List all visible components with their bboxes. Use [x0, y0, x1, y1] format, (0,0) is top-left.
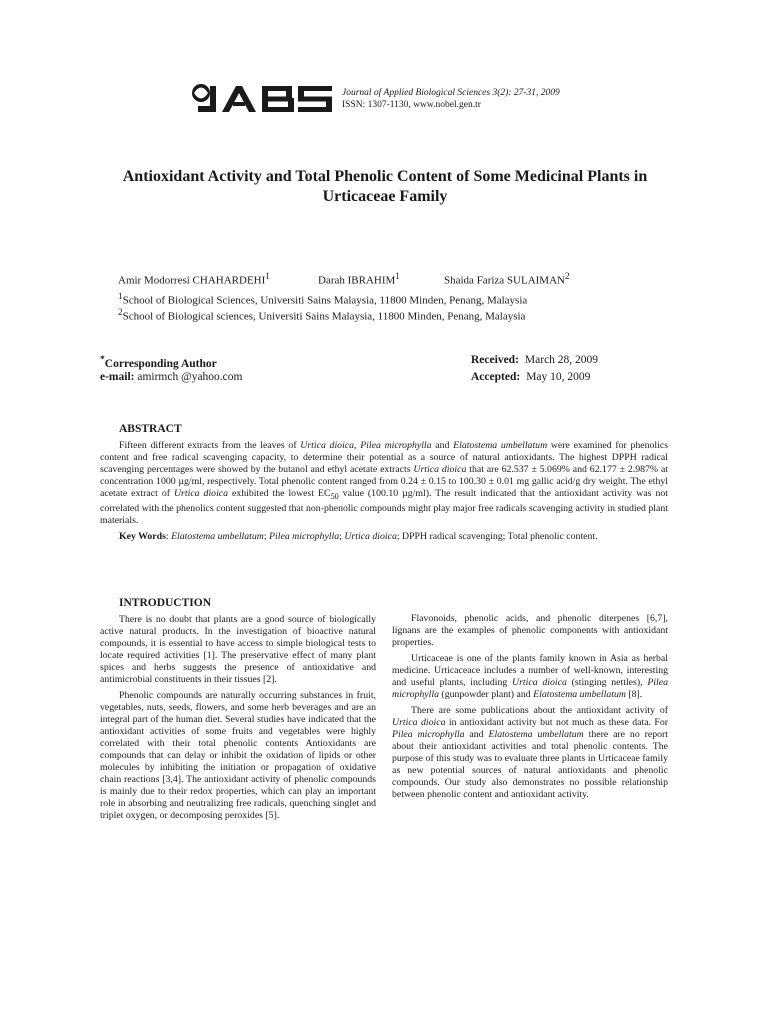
- abstract-text: value (100.10 µg/ml). The result indicated that the antioxidant activity was not correlated with the phenolics content suggested that non-phenolic compounds might play major free radicals scavenging activity in studied plant materials.: [100, 488, 668, 526]
- keywords-rest: ; DPPH radical scavenging; Total phenolic content.: [396, 530, 598, 542]
- affiliation: [118, 291, 527, 307]
- species-name: Urtica dioica: [512, 677, 567, 688]
- keywords: [100, 531, 668, 543]
- species-name: Pilea microphylla: [392, 677, 668, 700]
- abstract-text: that are 62.537 ± 5.069% and 62.177 ± 2.987% at concentration 1000 µg/ml, respectively. Total phenolic content ranged from 0.24 ± 0.15 to 100.30 ± 0.01 mg gallic acid/g dry weight. The ethyl acetate extract of: [100, 464, 669, 499]
- paragraph-text: (stinging nettles),: [566, 677, 648, 688]
- subscript: 50: [330, 491, 339, 501]
- journal-logo: [190, 80, 336, 118]
- affiliation-mark: 1: [118, 291, 123, 301]
- author-name: Amir Modorresi CHAHARDEHI: [118, 274, 266, 287]
- paragraph-text: there are no report about their antioxidant activities and total phenolic contents. The purpose of this study was to evaluate three plants in Urticaceae family as new potential sources of natural antioxidants and phenolic compounds. Our study also demonstrates no possible relationship between phenolic content and antioxidant activity.: [392, 729, 669, 800]
- email-address[interactable]: amirmch @yahoo.com: [137, 371, 243, 383]
- abstract-body: [100, 440, 668, 543]
- species-name: Elatostema umbellatum: [453, 440, 548, 451]
- affiliation-mark: 2: [118, 307, 123, 317]
- journal-citation: Journal of Applied Biological Sciences 3(2): 27-31, 2009: [342, 88, 560, 98]
- accepted-value: May 10, 2009: [526, 371, 591, 383]
- paragraph-text: Urticaceae is one of the plants family known in Asia as herbal medicine. Urticaceace includes a number of well-known, interesting and useful plants, including: [392, 653, 668, 688]
- author-name: Darah IBRAHIM: [318, 274, 396, 287]
- affiliation-text: School of Biological sciences, Universiti Sains Malaysia, 11800 Minden, Penang, Malaysia: [122, 310, 526, 323]
- journal-issn: ISSN: 1307-1130, www.nobel.gen.tr: [342, 100, 481, 110]
- author-affiliation-mark: 1: [265, 271, 270, 281]
- paragraph-text: and: [464, 729, 489, 740]
- species-name: Urtica dioica: [173, 488, 229, 499]
- author-affiliation-mark: 2: [564, 271, 570, 281]
- abstract-text: Fifteen different extracts from the leaves of: [119, 440, 301, 451]
- paper-title: Antioxidant Activity and Total Phenolic Content of Some Medicinal Plants in Urticaceae Family: [122, 168, 648, 205]
- paragraph: Phenolic compounds are naturally occurring substances in fruit, vegetables, nuts, seeds, flowers, and some herb beverages and are an integral part of the human diet. Several studies have indicated that the antioxidant activities of some fruits and vegetables were highly correlated with their total phenolic contents Antioxidants are compounds that can delay or inhibit the oxidation of lipids or other molecules by inhibiting the initiation or propagation of oxidative chain reactions [3,4]. The antioxidant activity of phenolic compounds is mainly due to their redox properties, which can play an important role in absorbing and neutralizing free radicals, quenching singlet and triplet oxygen, or decomposing peroxides [5].: [100, 690, 376, 821]
- body-column-right: [392, 613, 668, 805]
- abstract-text: ,: [354, 440, 361, 451]
- abstract-text: and: [431, 440, 454, 451]
- accepted-label: Accepted:: [471, 371, 521, 383]
- corresponding-mark: *: [100, 354, 105, 365]
- paragraph: Flavonoids, phenolic acids, and phenolic diterpenes [6,7], lignans are the examples of phenolic components with antioxidant properties.: [392, 613, 668, 648]
- paragraph: [392, 705, 668, 801]
- species-name: Urtica dioica: [300, 440, 355, 451]
- species-name: Pilea microphylla: [392, 729, 465, 740]
- affiliation-text: School of Biological Sciences, Universiti Sains Malaysia, 11800 Minden, Penang, Malaysia: [122, 294, 528, 307]
- paragraph-text: There are some publications about the antioxidant activity of: [411, 705, 668, 716]
- received-label: Received:: [471, 354, 519, 366]
- paragraph: [392, 653, 668, 701]
- species-name: Pilea microphylla: [360, 440, 432, 451]
- keyword: Pilea microphylla: [269, 530, 340, 542]
- received-date: [471, 354, 598, 366]
- keywords-separator: :: [165, 530, 172, 542]
- corresponding-text: Corresponding Author: [104, 357, 217, 370]
- accepted-date: [471, 371, 590, 383]
- paragraph: There is no doubt that plants are a good source of biologically active natural products. In the investigation of bioactive natural compounds, it is essential to have access to simple biological tests to locate required activities [1]. The preservative effect of many plant spices and herbs suggests the presence of antioxidative and antimicrobial constituents in their tissues [2].: [100, 614, 376, 685]
- introduction-heading: INTRODUCTION: [119, 597, 212, 609]
- abstract-paragraph: [100, 440, 668, 527]
- author-affiliation-mark: 1: [395, 271, 400, 281]
- paragraph-text: (gunpowder plant) and: [438, 689, 534, 700]
- paragraph-text: in antioxidant activity but not much as these data. For: [445, 717, 668, 728]
- species-name: Urtica dioica: [392, 717, 446, 728]
- keywords-separator: ;: [339, 530, 345, 542]
- abstract-text: were examined for phenolics content and free radical scavenging capacity, to determine their potential as a source of natural antioxidants. The highest DPPH radical scavenging percentages were showed by the butanol and ethyl acetate extracts: [100, 440, 669, 475]
- species-name: Elatostema umbellatum: [533, 689, 626, 700]
- logo-text: JABS: [190, 80, 193, 81]
- affiliation: [118, 307, 525, 323]
- keywords-separator: ;: [263, 530, 270, 542]
- author: [444, 271, 570, 287]
- species-name: Elatostema umbellatum: [488, 729, 584, 740]
- body-column-left: [100, 614, 376, 826]
- keyword: Elatostema umbellatum: [171, 530, 264, 542]
- author: [118, 271, 270, 287]
- corresponding-author-label: [100, 354, 217, 370]
- keywords-label: Key Words: [119, 530, 166, 542]
- species-name: Urtica dioica: [413, 464, 467, 475]
- author: [318, 271, 400, 287]
- abstract-text: exhibited the lowest EC: [228, 488, 331, 499]
- abstract-heading: ABSTRACT: [119, 423, 182, 435]
- author-name: Shaida Fariza SULAIMAN: [444, 274, 565, 287]
- keyword: Urtica dioica: [344, 530, 397, 542]
- received-value: March 28, 2009: [524, 354, 599, 366]
- paragraph-text: [8].: [625, 689, 643, 700]
- email-label: e-mail:: [100, 371, 135, 383]
- email-line: [100, 371, 242, 383]
